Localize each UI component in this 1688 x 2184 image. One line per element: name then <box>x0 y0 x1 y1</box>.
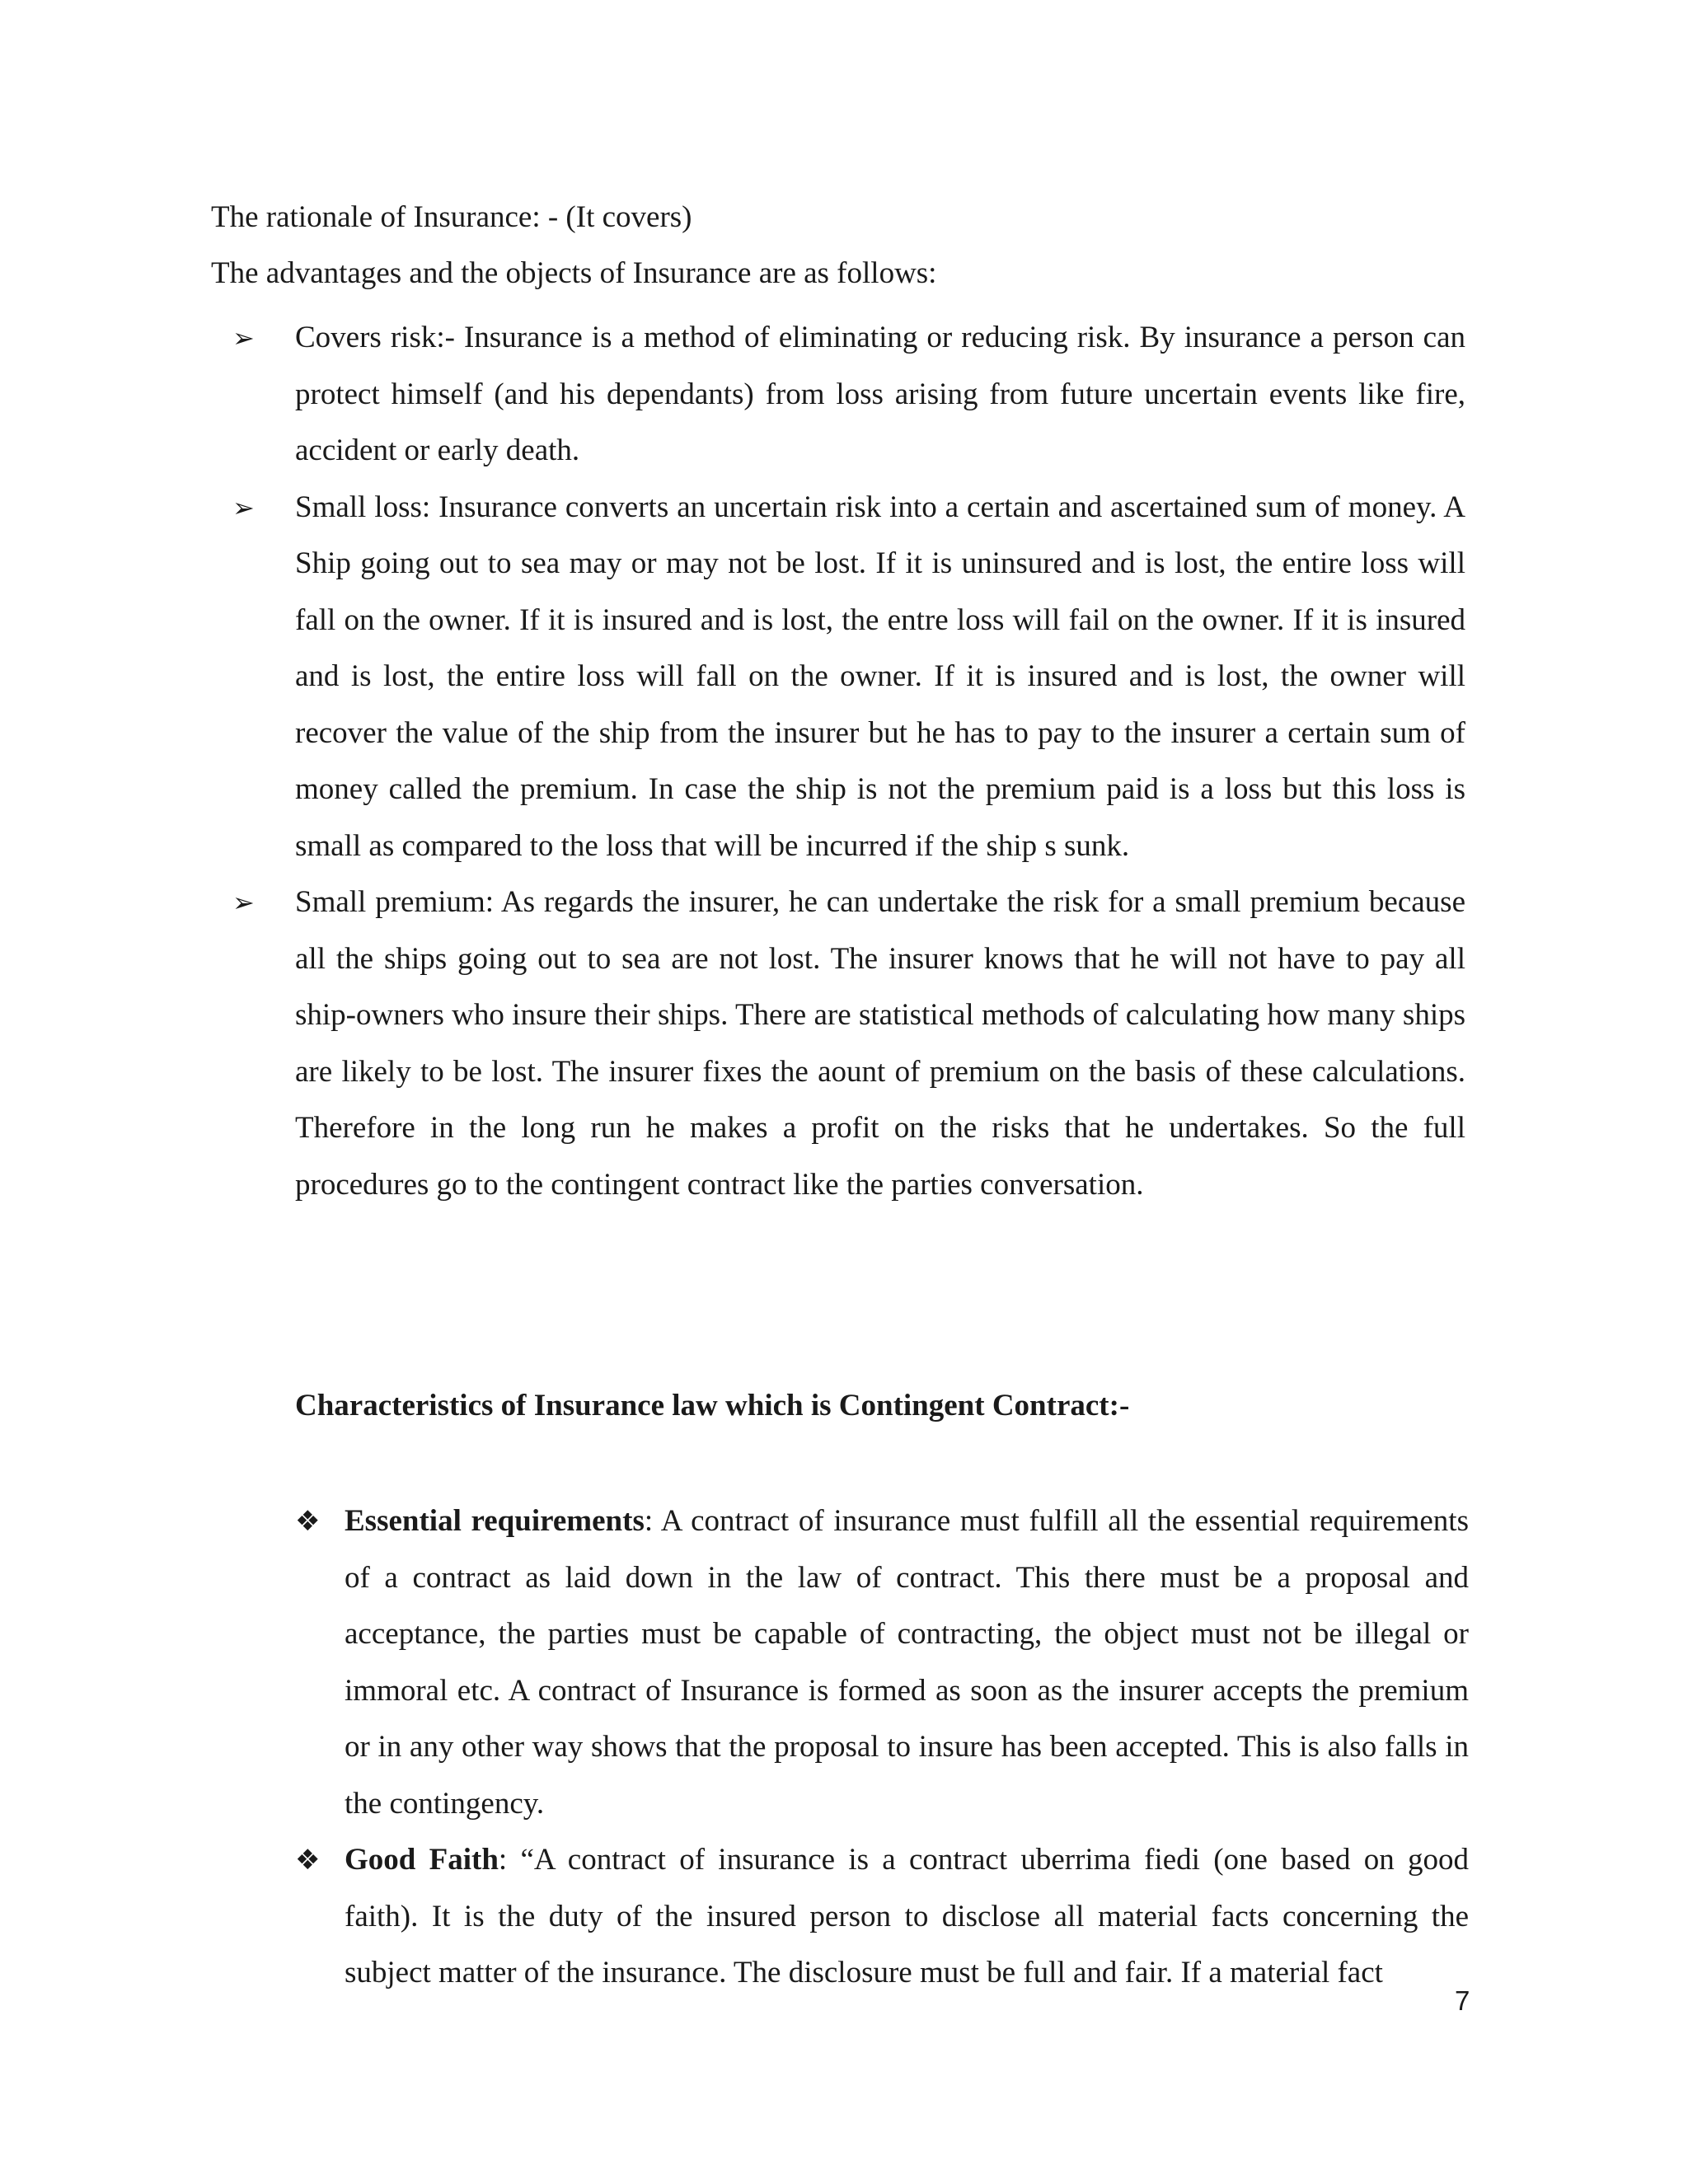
advantage-small-premium: Small premium: As regards the insurer, he can undertake the risk for a small premium because all the ships going out to sea are not lost. The insurer knows that he will not have to pay all ship-owners who insure their ships. There are statistical methods of calculating how many ships are likely to be lost. The insurer fixes the aount of premium on the basis of these calculations. Therefore in the long run he makes a profit on the risks that he undertakes. So the full procedures go to the contingent contract like the parties conversation. <box>295 885 1465 1202</box>
list-item <box>0 1493 1688 1832</box>
characteristics-list <box>0 1493 1688 2002</box>
list-item <box>0 310 1688 480</box>
intro-line-rationale: The rationale of Insurance: - (It covers) <box>211 200 692 234</box>
term-label: Essential requirements <box>345 1504 645 1538</box>
term-description: : “A contract of insurance is a contract uberrima fiedi (one based on good faith). It is the duty of the insured person to disclose all material facts concerning the subject matter of the insurance. The disclosure must be full and fair. If a material fact <box>345 1843 1469 1990</box>
list-item <box>0 480 1688 875</box>
list-item <box>0 874 1688 1213</box>
advantage-covers-risk: Covers risk:- Insurance is a method of eliminating or reducing risk. By insurance a person can protect himself (and his dependants) from loss arising from future uncertain events like fire, accident or early death. <box>295 321 1465 467</box>
term-description: : A contract of insurance must fulfill all the essential requirements of a contract as laid down in the law of contract. This there must be a proposal and acceptance, the parties must be capable of contracting, the object must not be illegal or immoral etc. A contract of Insurance is formed as soon as the insurer accepts the premium or in any other way shows that the proposal to insure has been accepted. This is also falls in the contingency. <box>345 1504 1469 1821</box>
advantages-list <box>0 310 1688 1213</box>
arrow-bullet-icon: ➢ <box>232 322 255 354</box>
term-label: Good Faith <box>345 1843 499 1877</box>
intro-line-advantages: The advantages and the objects of Insurance are as follows: <box>211 256 937 290</box>
advantage-small-loss: Small loss: Insurance converts an uncertain risk into a certain and ascertained sum of money. A Ship going out to sea may or may not be lost. If it is uninsured and is lost, the entire loss will fall on the owner. If it is insured and is lost, the entre loss will fail on the owner. If it is insured and is lost, the entire loss will fall on the owner. If it is insured and is lost, the owner will recover the value of the ship from the insurer but he has to pay to the insurer a certain sum of money called the premium. In case the ship is not the premium paid is a loss but this loss is small as compared to the loss that will be incurred if the ship s sunk. <box>295 490 1465 863</box>
diamond-bullet-icon: ❖ <box>295 1505 321 1538</box>
arrow-bullet-icon: ➢ <box>232 491 255 523</box>
arrow-bullet-icon: ➢ <box>232 887 255 918</box>
diamond-bullet-icon: ❖ <box>295 1844 321 1877</box>
page-number: 7 <box>1455 1985 1470 2016</box>
characteristic-essential-requirements <box>345 1493 1469 1832</box>
section-heading: Characteristics of Insurance law which is Contingent Contract:- <box>295 1389 1130 1422</box>
list-item <box>0 1832 1688 2002</box>
characteristic-good-faith <box>345 1832 1469 2002</box>
